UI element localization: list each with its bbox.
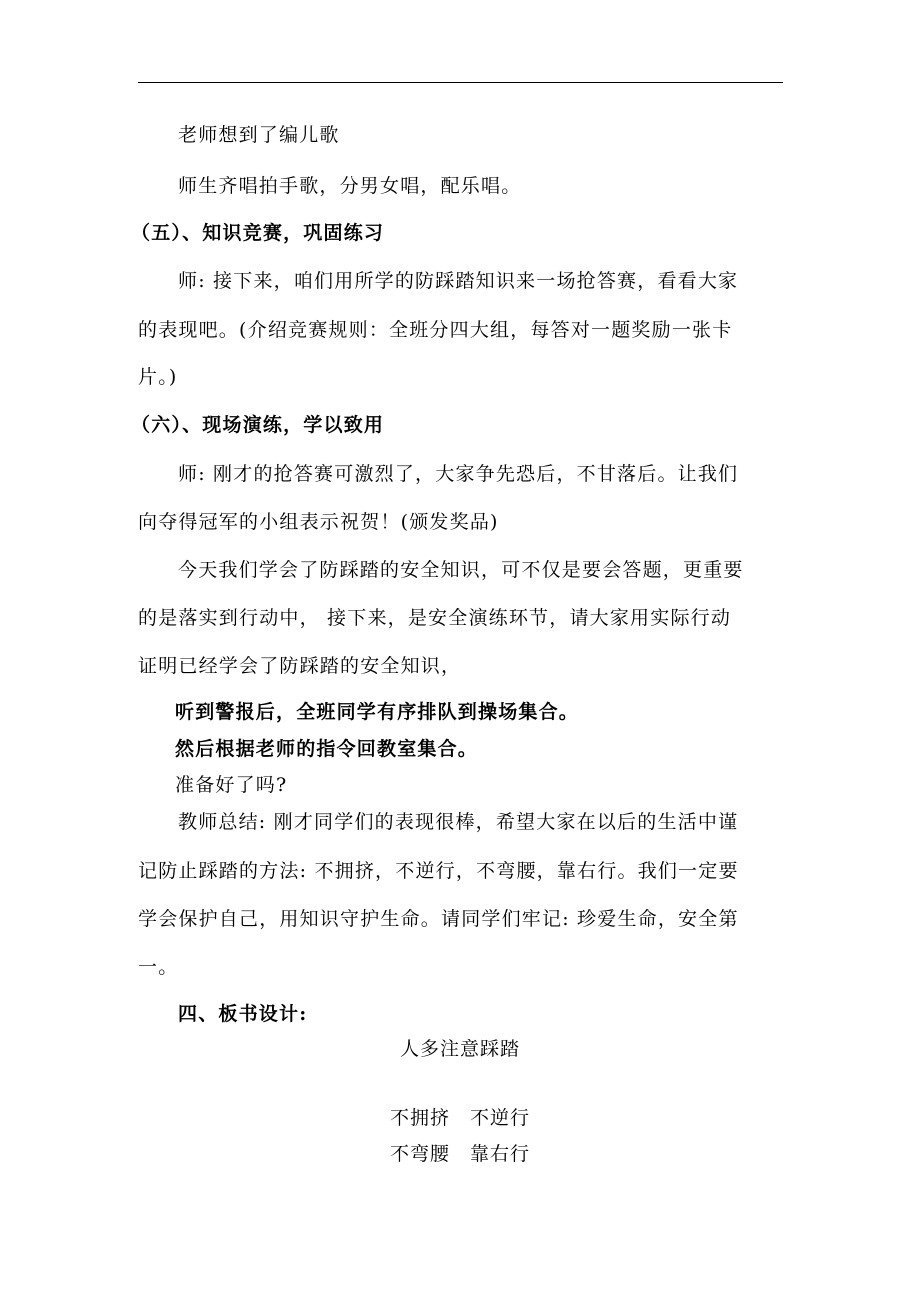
board-item: 不弯腰 xyxy=(389,1143,450,1165)
paragraph-line: 记防止踩踏的方法: 不拥挤，不逆行，不弯腰，靠右行。我们一定要 xyxy=(138,860,739,882)
section-heading-6: （六）、现场演练，学以致用 xyxy=(131,414,385,436)
header-rule xyxy=(138,82,783,83)
paragraph-line: 学会保护自己，用知识守护生命。请同学们牢记: 珍爱生命，安全第 xyxy=(138,908,739,930)
paragraph-line: 老师想到了编儿歌 xyxy=(178,124,340,146)
section-heading-5: （五）、知识竞赛，巩固练习 xyxy=(131,222,385,244)
paragraph-line: 证明已经学会了防踩踏的安全知识， xyxy=(138,655,462,677)
paragraph-line: 师生齐唱拍手歌，分男女唱，配乐唱。 xyxy=(178,175,522,197)
paragraph-line: 一。 xyxy=(138,956,179,978)
paragraph-line: 的表现吧。(介绍竞赛规则：全班分四大组，每答对一题奖励一张卡 xyxy=(138,319,733,341)
board-row xyxy=(0,1142,920,1166)
board-item: 靠右行 xyxy=(470,1143,531,1165)
paragraph-line: 师: 刚才的抢答赛可激烈了，大家争先恐后，不甘落后。让我们 xyxy=(178,463,739,485)
board-row xyxy=(0,1106,920,1130)
paragraph-line: 教师总结: 刚才同学们的表现很棒，希望大家在以后的生活中谨 xyxy=(178,811,739,833)
drill-instruction-line: 听到警报后，全班同学有序排队到操场集合。 xyxy=(175,701,580,723)
board-title: 人多注意踩踏 xyxy=(399,1038,520,1060)
board-item: 不逆行 xyxy=(470,1107,531,1129)
section-heading-board-design: 四、板书设计: xyxy=(178,1003,308,1025)
paragraph-line: 今天我们学会了防踩踏的安全知识，可不仅是要会答题，更重要 xyxy=(178,559,744,581)
paragraph-line: 向夺得冠军的小组表示祝贺！(颁发奖品) xyxy=(138,511,499,533)
question-line: 准备好了吗? xyxy=(175,774,288,796)
board-item: 不拥挤 xyxy=(389,1107,450,1129)
paragraph-line: 师: 接下来，咱们用所学的防踩踏知识来一场抢答赛，看看大家 xyxy=(178,270,739,292)
paragraph-line: 的是落实到行动中， 接下来，是安全演练环节，请大家用实际行动 xyxy=(138,607,732,629)
drill-instruction-line: 然后根据老师的指令回教室集合。 xyxy=(175,738,479,760)
paragraph-line: 片。) xyxy=(138,366,178,388)
